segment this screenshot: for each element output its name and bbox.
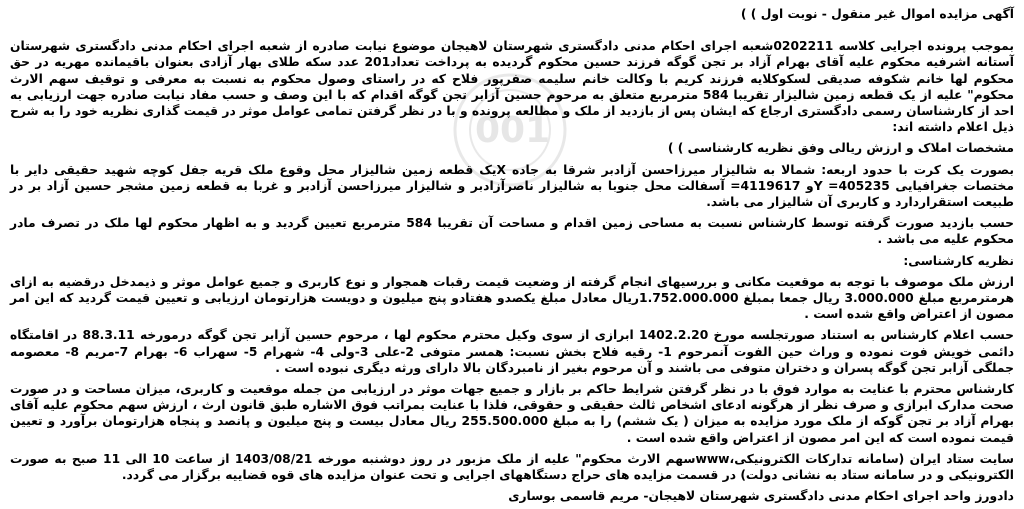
- auction-details-paragraph: سایت ستاد ایران (سامانه تدارکات الکترونیکی،wwwسهم الارث محکوم" علیه از ملک مزبور در روز دوشنبه مورخه 1403/08/21 از ساعت 10 الی 11 صبح به صورت الکترونیکی و در سامانه ستاد به نشانی دولت) در قسمت مزایده های حراج دستگاههای اجرایی و تحت عنوان مزایده های قوه قضاییه برگزار می گردد.: [10, 451, 1014, 483]
- valuation-paragraph: ارزش ملک موصوف با توجه به موقعیت مکانی و بررسیهای انجام گرفته از وضعیت قیمت رقبات همجوار و نوع کاربری و جمیع عوامل موثر و ذیمدخل درقضیه به ازای هرمترمربع مبلغ 3.000.000 ریال جمعا بمبلغ 1.752.000.000ریال معادل مبلغ یکصدو هفتادو پنج میلیون و دویست هزارتومان ارزیابی و تعیین قیمت گردید که این امر مصون از اعتراض واقع شده است .: [10, 274, 1014, 322]
- intro-paragraph: بموجب پرونده اجرایی کلاسه 0202211شعبه اجرای احکام مدنی دادگستری شهرستان لاهیجان موضوع نیابت صادره از شعبه اجرای احکام مدنی دادگستری شهرستان آستانه اشرفیه محکوم علیه آقای بهرام آزاد بر تجن گوگه فرزند حسین محکوم گردیده به پرداخت تعداد201 عدد سکه طلای بهار آزادی بعنوان باقیمانده مهریه در حق محکوم لها خانم شکوفه صدیقی لسکوکلایه فرزند کریم با وکالت خانم سلیمه صفرپور فلاح که در راستای وصول محکوم به نسبت به معرفی و توقیف سهم الارث محکوم" علیه از یک قطعه زمین شالیزار تقریبا 584 مترمربع متعلق به مرحوم حسین آزابر تجن گوگه اقدام که با این وصف و حسب مفاد نیابت صادره جهت ارزیابی به احد از کارشناسان رسمی دادگستری ارجاع که ایشان پس از بازدید از ملک و مطالعه پرونده و با در نظر گرفتن تمامی عوامل موثر در قیمت گذاری نظریه خود را به شرح ذیل اعلام داشته اند:: [10, 39, 1014, 135]
- notice-title: آگهی مزایده اموال غیر منقول - نوبت اول ) ): [740, 7, 1014, 21]
- location-paragraph: بصورت یک کرت با حدود اربعه: شمالا به شالیزار میرزاحسن آزادبر شرقا به جاده Xیک قطعه زمین شالیزار محل وقوع ملک قریه جفل کوچه شهید حقیقی دایر با مختصات جغرافیایی 405235= Yو 4119617= آسفالت محل جنوبا به شالیزار ناصرآزادبر و شالیزار میرزاحسن آزادبر و غربا به قطعه زمین مشجر حسین آزاد بر در طبیعت استقراردارد و کاربری آن شالیزار می باشد.: [10, 162, 1014, 210]
- visit-paragraph: حسب بازدید صورت گرفته توسط کارشناس نسبت به مساحی زمین اقدام و مساحت آن تقریبا 584 مترمربع تعیین گردید و به اظهار محکوم لها ملک در تصرف مادر محکوم علیه می باشد .: [10, 216, 1014, 247]
- svg-text:001: 001: [475, 110, 551, 151]
- share-paragraph: کارشناس محترم با عنایت به موارد فوق با در نظر گرفتن شرایط حاکم بر بازار و جمیع جهات موثر در ارزیابی من جمله موقعیت و کاربری، میزان مساحت و در صورت صحت مدارک ابرازی و صرف نظر از هرگونه ادعای اشخاص ثالث حقیقی و حقوقی، فلذا با عنایت بمراتب فوق الاشاره طبق قانون ارث ، ارزش سهم محکوم علیه آقای بهرام آزاد بر تجن گوکه از ملک مورد مزایده به میزان ( یک ششم) را به مبلغ 255.500.000 ریال معادل بیست و پنج میلیون و پانصد و پنجاه هزارتومان برآورد و تعیین قیمت نموده است که این امر مصون از اعتراض واقع شده است .: [10, 382, 1014, 445]
- auction-notice: [10, 6, 1014, 509]
- expert-opinion-heading: نظریه کارشناسی:: [903, 253, 1014, 268]
- property-specs-heading: مشخصات املاک و ارزش ریالی وفق نظریه کارشناسی ) ): [667, 141, 1014, 156]
- heirs-paragraph: حسب اعلام کارشناس به استناد صورتجلسه مورخ 1402.2.20 ابرازی از سوی وکیل محترم محکوم لها ، مرحوم حسین آزابر تجن گوگه درمورخه 88.3.11 در اقامتگاه دائمی خویش فوت نموده و وراث حین الفوت آنمرحوم 1- رقیه فلاح بخش نسبت: همسر متوفی 2-علی 3-ولی 4- شهرام 5- سهراب 6- بهرام 7-مریم 8- معصومه جملگی آزابر تجن گوگه پسران و دختران متوفی می باشند و آن مرحوم بغیر از نامبردگان بالا دارای ورثه دیگری نبوده است .: [10, 328, 1014, 375]
- signature-line: دادورز واحد اجرای احکام مدنی دادگستری شهرستان لاهیجان- مریم قاسمی بوساری: [508, 489, 1014, 504]
